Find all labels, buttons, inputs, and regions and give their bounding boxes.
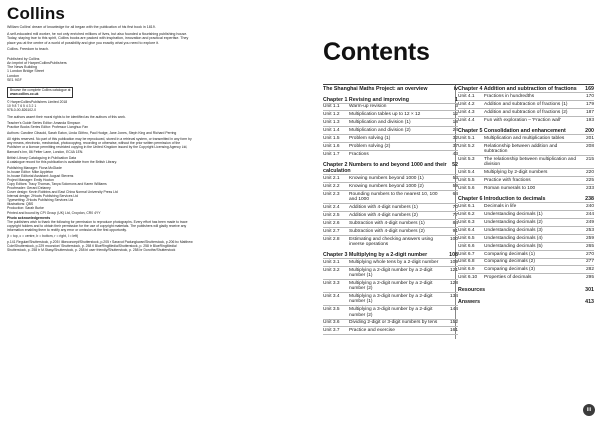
address-line: SE1 9GF	[7, 77, 22, 82]
publisher-address	[7, 57, 299, 83]
credit-line: In-house Editor: Mike Appleton	[7, 170, 54, 175]
unit-number: Unit 6.6	[458, 243, 475, 249]
unit-page: 121	[449, 268, 458, 274]
contents-page	[318, 0, 600, 424]
unit-page: 179	[585, 101, 594, 107]
unit-title: Knowing numbers beyond 1000 (1)	[349, 176, 424, 182]
unit-number: Unit 5.2	[458, 143, 475, 149]
unit-page: 295	[585, 275, 594, 281]
unit-number: Unit 5.4	[458, 170, 475, 176]
unit-title: Multiplication and division (2)	[349, 128, 411, 134]
credit-line: The authors assert their moral rights to be identified as the authors of this work.	[7, 114, 126, 119]
unit-page: 187	[585, 109, 594, 115]
unit-page: 109	[449, 260, 458, 266]
unit-page: 249	[585, 219, 594, 225]
unit-title: Addition with 4-digit numbers (1)	[349, 205, 418, 210]
contents-unit-row	[323, 126, 458, 134]
contents-unit-row	[323, 258, 458, 266]
contents-unit-row	[458, 250, 594, 258]
unit-number: Unit 5.5	[458, 177, 475, 183]
contents-unit-row	[323, 118, 458, 126]
unit-number: Unit 3.2	[323, 268, 340, 274]
contents-chapter-row	[323, 86, 458, 92]
unit-number: Unit 2.1	[323, 176, 340, 182]
contents-unit-row	[323, 190, 458, 203]
credit-line: A catalogue record for this publication is available from the British Library.	[7, 159, 117, 164]
credit-line: Printed and bound by CPI Group (UK) Ltd, Croydon, CR0 4YY	[7, 210, 101, 215]
publisher-intro	[7, 25, 197, 52]
unit-page: 43	[452, 151, 458, 157]
unit-number: Unit 4.4	[458, 117, 475, 123]
address-line: 1 London Bridge Street	[7, 69, 44, 74]
unit-number: Unit 5.1	[458, 135, 475, 141]
contents-unit-row	[458, 265, 594, 273]
unit-number: Unit 3.7	[323, 328, 340, 334]
catalogue-url: www.collins.co.uk	[10, 92, 39, 97]
unit-page: 32	[452, 135, 458, 141]
unit-page: 12	[452, 112, 458, 118]
unit-number: Unit 6.4	[458, 227, 475, 233]
unit-page: 3	[455, 104, 458, 110]
unit-title: Warm-up revision	[349, 104, 387, 110]
unit-number: Unit 6.10	[458, 275, 478, 281]
contents-unit-row	[458, 142, 594, 155]
unit-number: Unit 2.3	[323, 191, 340, 197]
unit-title: Understanding decimals (1)	[484, 212, 543, 218]
credit-line: © HarperCollinsPublishers Limited 2018	[7, 100, 68, 105]
contents-unit-row	[458, 234, 594, 242]
unit-title: Decimals in life	[484, 204, 517, 210]
unit-title: Multiplying whole tens by a 2-digit number	[349, 260, 439, 266]
unit-number: Unit 5.6	[458, 185, 475, 191]
chapter-title: Answers	[458, 299, 481, 306]
unit-page: 24	[452, 128, 458, 134]
intro-paragraph: William Collins' dream of knowledge for all began with the publication of his first book in 1819.	[7, 25, 156, 29]
unit-title: Fractions	[349, 151, 369, 157]
chapter-title: The Shanghai Maths Project: an overview	[323, 86, 428, 92]
credit-line: Teacher's Guide Series Editor: Amanda Simpson	[7, 120, 81, 125]
unit-number: Unit 6.5	[458, 235, 475, 241]
unit-number: Unit 3.3	[323, 281, 340, 287]
unit-title: Multiplication tables up to 12 × 12	[349, 112, 421, 118]
unit-page: 233	[585, 185, 594, 191]
unit-page: 152	[449, 320, 458, 326]
unit-number: Unit 3.4	[323, 294, 340, 300]
contents-unit-row	[323, 203, 458, 211]
unit-title: Problem solving (2)	[349, 143, 391, 149]
credit-line: Publishing Manager: Fiona McGlade	[7, 166, 62, 171]
credit-line: Project Manager: Emily Hooton	[7, 178, 54, 183]
unit-number: Unit 1.2	[323, 112, 340, 118]
unit-page: 282	[585, 267, 594, 273]
contents-unit-row	[458, 202, 594, 210]
unit-number: Unit 2.7	[323, 228, 340, 234]
intro-paragraph: A self-educated mill worker, he not only enriched millions of lives, but also founded a flourishing publishing house. Today, staying true to this spirit, Collins books are packed with inspiration, innovation and practical expertise. They place you at the centre of a world of possibility and give you exactly what you need to explore it.	[7, 31, 189, 45]
unit-page: 277	[585, 259, 594, 265]
unit-title: Multiplication and multiplication tables	[484, 135, 565, 141]
unit-title: Multiplying a 2-digit number by a 2-digit number (2)	[349, 281, 433, 292]
unit-title: Comparing decimals (1)	[484, 251, 535, 257]
chapter-page: 169	[585, 86, 594, 92]
contents-unit-row	[458, 258, 594, 266]
unit-title: Multiplying a 3-digit number by a 2-digit number (1)	[349, 294, 433, 305]
unit-page: 59	[452, 184, 458, 190]
unit-number: Unit 6.9	[458, 267, 475, 273]
copyright-credits	[7, 100, 195, 214]
top-rule	[323, 84, 458, 85]
unit-number: Unit 1.6	[323, 143, 340, 149]
unit-number: Unit 2.8	[323, 236, 340, 242]
unit-title: Subtraction with 4-digit numbers (1)	[349, 220, 425, 226]
unit-number: Unit 3.6	[323, 320, 340, 326]
contents-unit-row	[323, 150, 458, 158]
contents-unit-row	[323, 182, 458, 190]
credit-line: British Library Cataloguing in Publication Data	[7, 155, 76, 160]
top-rule	[458, 84, 594, 85]
contents-unit-row	[458, 116, 594, 124]
unit-title: Fractions in hundredths	[484, 93, 535, 99]
unit-page: 128	[449, 281, 458, 287]
unit-title: Multiplying by 2-digit numbers	[484, 170, 548, 176]
chapter-page: iv	[453, 86, 458, 92]
contents-unit-row	[323, 305, 458, 318]
unit-page: 225	[585, 177, 594, 183]
unit-page: 161	[449, 328, 458, 334]
unit-number: Unit 2.4	[323, 205, 340, 210]
contents-unit-row	[458, 92, 594, 100]
contents-section-row	[458, 299, 594, 305]
contents-unit-row	[323, 219, 458, 227]
unit-number: Unit 1.7	[323, 151, 340, 157]
contents-unit-row	[458, 226, 594, 234]
credit-line: Production: Sarah Burke	[7, 206, 44, 211]
unit-number: Unit 1.1	[323, 104, 340, 110]
contents-unit-row	[323, 227, 458, 235]
unit-page: 270	[585, 251, 594, 257]
imprint-page	[7, 4, 299, 420]
address-line: The News Building	[7, 65, 37, 70]
unit-page: 208	[585, 143, 594, 149]
unit-number: Unit 4.1	[458, 93, 475, 99]
contents-unit-row	[458, 176, 594, 184]
chapter-title: Chapter 1 Revising and improving	[323, 96, 409, 103]
unit-number: Unit 3.1	[323, 260, 340, 266]
credit-line: Cover design: Kevin Robbins and East China Normal University Press Ltd	[7, 190, 118, 195]
chapter-title: Chapter 6 Introduction to decimals	[458, 196, 546, 203]
unit-title: Estimating and checking answers using inverse operations	[349, 236, 433, 247]
chapter-page: 238	[585, 196, 594, 203]
photo-acknowledgements-heading: Photo acknowledgements	[7, 215, 51, 220]
address-line: An imprint of HarperCollinsPublishers	[7, 60, 67, 65]
credit-line: Typesetting: 2Hoots Publishing Services Ltd	[7, 198, 74, 203]
contents-unit-row	[458, 273, 594, 281]
contents-column-right	[458, 84, 594, 305]
unit-number: Unit 2.6	[323, 220, 340, 226]
unit-page: 64	[452, 191, 458, 197]
unit-title: Practice with fractions	[484, 177, 531, 183]
unit-title: Addition with 4-digit numbers (2)	[349, 212, 418, 218]
contents-unit-row	[458, 168, 594, 176]
credit-line: Practice Books Series Editor: Professor Lianghuo Fan	[7, 124, 89, 129]
unit-page: 53	[452, 176, 458, 182]
unit-page: 100	[449, 236, 458, 242]
unit-page: 244	[585, 212, 594, 218]
contents-unit-row	[458, 100, 594, 108]
unit-number: Unit 6.1	[458, 204, 475, 210]
credit-line: All rights reserved. No part of this publication may be reproduced, stored in a retrieval system, or transmitted in any form by any means, electronic, mechanical, photocopying, recording or otherwise, without the prior written permission of the Publisher or a licence permitting restricted copying in the United Kingdom issued by the Copyright Licensing Agency Ltd, Barnard's Inn, 86 Fetter Lane, London, EC4A 1EN.	[7, 137, 192, 154]
chapter-page: 1	[455, 96, 458, 103]
unit-title: Fun with exploration – 'Fraction wall'	[484, 117, 562, 123]
unit-title: Comparing decimals (2)	[484, 259, 535, 265]
unit-number: Unit 1.3	[323, 120, 340, 126]
unit-number: Unit 2.5	[323, 212, 340, 218]
unit-title: Addition and subtraction of fractions (1)	[484, 101, 568, 107]
unit-page: 240	[585, 204, 594, 210]
contents-unit-row	[323, 174, 458, 182]
unit-number: Unit 6.2	[458, 212, 475, 218]
intro-paragraph: Collins. Freedom to teach.	[7, 47, 49, 51]
acknowledgement-paragraph: (t = top, c = centre, b = bottom, r = right, l = left)	[7, 233, 79, 238]
unit-number: Unit 1.5	[323, 135, 340, 141]
unit-page: 201	[585, 135, 594, 141]
contents-unit-row	[458, 108, 594, 116]
contents-chapter-row	[323, 162, 458, 174]
contents-unit-row	[458, 218, 594, 226]
chapter-title: Chapter 3 Multiplying by a 2-digit number	[323, 252, 428, 259]
unit-number: Unit 2.2	[323, 184, 340, 190]
unit-page: 259	[585, 235, 594, 241]
unit-title: Practice and exercise	[349, 328, 395, 334]
publisher-logo: Collins	[7, 4, 66, 23]
contents-unit-row	[323, 279, 458, 292]
contents-unit-row	[323, 134, 458, 142]
unit-page: 215	[585, 156, 594, 162]
unit-page: 77	[452, 212, 458, 218]
unit-page: 265	[585, 243, 594, 249]
catalogue-box	[7, 87, 73, 98]
contents-section-row	[458, 287, 594, 293]
unit-title: Multiplication and division (1)	[349, 120, 411, 126]
credit-line: Proofreader: Gerard Delaney	[7, 186, 51, 191]
contents-unit-row	[323, 211, 458, 219]
chapter-page: 301	[585, 287, 594, 294]
unit-title: Multiplying a 3-digit number by a 2-digit number (2)	[349, 307, 433, 318]
contents-unit-row	[323, 110, 458, 118]
acknowledgement-paragraph: The publishers wish to thank the following for permission to reproduce photographs. Every effort has been made to trace copyright holders and to obtain their permission for the use of copyright materials. The publishers will gladly receive any information enabling them to rectify any error or omission at the first opportunity.	[7, 219, 188, 232]
contents-unit-row	[458, 134, 594, 142]
unit-page: 18	[452, 120, 458, 126]
page-number-badge: iii	[583, 404, 595, 416]
unit-title: Comparing decimals (3)	[484, 267, 535, 273]
credit-line: Illustrations: QBS	[7, 202, 34, 207]
contents-unit-row	[323, 326, 458, 335]
unit-title: Understanding decimals (2)	[484, 219, 543, 225]
chapter-title: Chapter 5 Consolidation and enhancement	[458, 128, 566, 135]
catalogue-text: Browse the complete Collins catalogue at	[10, 88, 71, 93]
unit-page: 220	[585, 170, 594, 176]
address-line: London	[7, 73, 19, 78]
unit-title: Understanding decimals (5)	[484, 243, 543, 249]
unit-title: Multiplying a 2-digit number by a 2-digit number (1)	[349, 268, 433, 279]
unit-number: Unit 3.5	[323, 307, 340, 313]
chapter-page: 52	[452, 162, 458, 169]
contents-unit-row	[458, 184, 594, 192]
unit-title: Addition and subtraction of fractions (2)	[484, 109, 568, 115]
unit-page: 84	[452, 220, 458, 226]
contents-unit-row	[458, 210, 594, 218]
unit-number: Unit 4.3	[458, 109, 475, 115]
unit-title: Understanding decimals (3)	[484, 227, 543, 233]
page-title: Contents	[323, 38, 430, 66]
contents-unit-row	[458, 155, 594, 168]
unit-page: 70	[452, 205, 458, 210]
unit-number: Unit 6.3	[458, 219, 475, 225]
unit-page: 37	[452, 143, 458, 149]
unit-page: 134	[449, 294, 458, 300]
unit-page: 144	[449, 307, 458, 313]
unit-title: Roman numerals to 100	[484, 185, 536, 191]
unit-title: Understanding decimals (4)	[484, 235, 543, 241]
unit-title: Properties of decimals	[484, 275, 532, 281]
credit-line: In-house Editorial Assistant: August Stevens	[7, 174, 74, 179]
credit-line: Internal design: 2Hoots Publishing Services Ltd	[7, 194, 79, 199]
unit-number: Unit 6.8	[458, 259, 475, 265]
contents-column-left	[323, 84, 458, 335]
unit-title: Knowing numbers beyond 1000 (2)	[349, 184, 424, 190]
credit-line: 978-0-00-826102-0	[7, 108, 37, 113]
chapter-title: Resources	[458, 287, 486, 294]
unit-title: Rounding numbers to the nearest 10, 100 and 1000	[349, 191, 438, 203]
chapter-page: 200	[585, 128, 594, 135]
contents-unit-row	[323, 142, 458, 150]
contents-unit-row	[323, 235, 458, 248]
acknowledgement-paragraph: p.141 Regular/Shutterstock, p.205 l ilikeconcept/Shutterstock, p.205 r Saravut Padungkwan/Shutterstock, p.206 bc Matthew Cole/Shutterstock, p.229 moondon/ Shutterstock, p. 258 tl BlueRingMedia/Shutterstock, p. 258 tr BlueRingMedia/ Shutterstock, p. 258 tr M.Stasy/Shutterstock, p. 258 bl user friendly/Shutterstock, p. 258 br Dorothe/Shutterstock	[7, 239, 193, 252]
contents-unit-row	[458, 242, 594, 250]
address-line: Published by Collins	[7, 56, 40, 61]
unit-title: Dividing 2-digit or 3-digit numbers by tens	[349, 320, 438, 326]
chapter-page: 108	[449, 252, 458, 259]
contents-chapter-row	[458, 86, 594, 92]
unit-page: 193	[585, 117, 594, 123]
unit-number: Unit 1.4	[323, 128, 340, 134]
chapter-title: Chapter 4 Addition and subtraction of fractions	[458, 86, 577, 92]
unit-title: Problem solving (1)	[349, 135, 391, 141]
unit-title: Subtraction with 4-digit numbers (2)	[349, 228, 425, 234]
contents-unit-row	[323, 319, 458, 327]
unit-page: 170	[585, 93, 594, 99]
contents-unit-row	[323, 266, 458, 279]
unit-page: 91	[452, 228, 458, 234]
chapter-page: 413	[585, 299, 594, 306]
unit-title: The relationship between multiplication and division	[484, 156, 576, 168]
unit-title: Relationship between addition and subtraction	[484, 143, 558, 155]
contents-unit-row	[323, 103, 458, 111]
unit-number: Unit 4.2	[458, 101, 475, 107]
credit-line: Authors: Caroline Clissold, Sarah Eaton, Linda Glithro, Paul Hodge, Jane Jones, Steph King and Richard Perring	[7, 131, 177, 136]
photo-acknowledgements-text	[7, 220, 195, 252]
contents-unit-row	[323, 292, 458, 305]
credit-line: Copy Editors: Tracy Thomas, Tanya Solomons and Karen Williams	[7, 182, 107, 187]
unit-number: Unit 6.7	[458, 251, 475, 257]
unit-page: 253	[585, 227, 594, 233]
unit-number: Unit 5.3	[458, 156, 475, 162]
credit-line: 10 9 8 7 6 5 4 3 2 1	[7, 104, 37, 109]
chapter-title: Chapter 2 Numbers to and beyond 1000 and their calculation	[323, 162, 447, 175]
